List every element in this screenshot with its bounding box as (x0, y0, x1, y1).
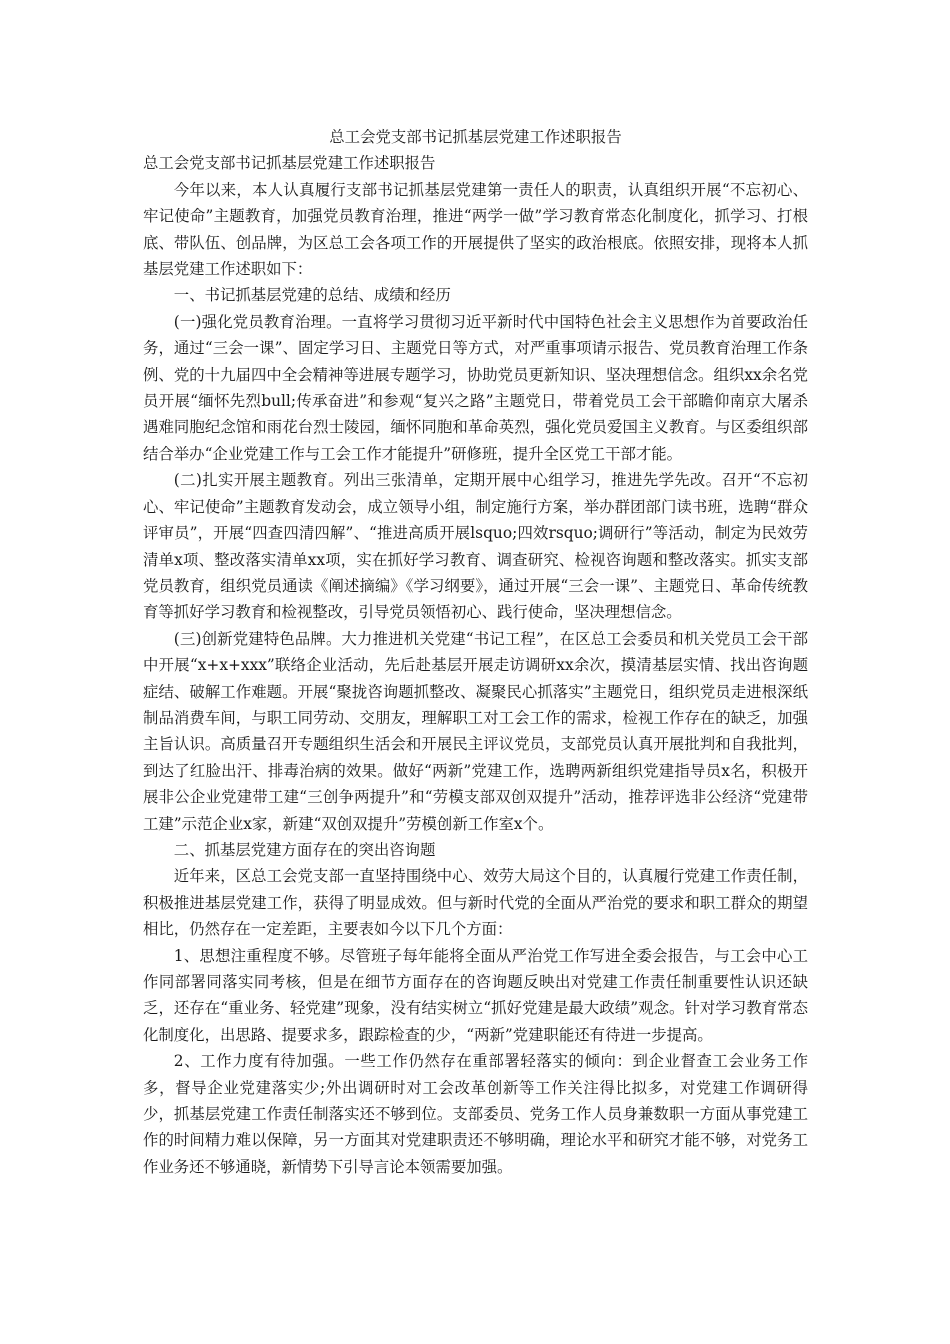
section-heading-2: 二、抓基层党建方面存在的突出咨询题 (173, 840, 436, 859)
paragraph-education-management: (一)强化党员教育治理。一直将学习贯彻习近平新时代中国特色社会主义思想作为首要政治任务，通过“三会一课”、固定学习日、主题党日等方式，对严重事项请示报告、党员教育治理工作条例、党的十九届四中全会精神等进展专题学习，协助党员更新知识、坚决理想信念。组织xx余名党员开展“缅怀先烈bull;传承奋进”和参观“复兴之路”主题党日，带着党员工会干部瞻仰南京大屠杀遇难同胞纪念馆和雨花台烈士陵园，缅怀同胞和革命英烈，强化党员爱国主义教育。与区委组织部结合举办“企业党建工作与工会工作才能提升”研修班，提升全区党工干部才能。 (143, 312, 808, 463)
paragraph-theme-education: (二)扎实开展主题教育。列出三张清单，定期开展中心组学习，推进先学先改。召开“不忘初心、牢记使命”主题教育发动会，成立领导小组，制定施行方案，举办群团部门读书班，选聘“群众评审员”，开展“四查四清四解”、“推进高质开展lsquo;四效rsquo;调研行”等活动，制定为民效劳清单x项、整改落实清单xx项，实在抓好学习教育、调查研究、检视咨询题和整改落实。抓实支部党员教育，组织党员通读《阐述摘编》《学习纲要》，通过开展“三会一课”、主题党日、革命传统教育等抓好学习教育和检视整改，引导党员领悟初心、践行使命，坚决理想信念。 (143, 471, 808, 622)
paragraph-intro: 今年以来，本人认真履行支部书记抓基层党建第一责任人的职责，认真组织开展“不忘初心、牢记使命”主题教育，加强党员教育治理，推进“两学一做”学习教育常态化制度化，抓学习、打根底、带队伍、创品牌，为区总工会各项工作的开展提供了坚实的政治根底。依照安排，现将本人抓基层党建工作述职如下： (143, 180, 808, 279)
paragraph-problem-1: 1、思想注重程度不够。尽管班子每年能将全面从严治党工作写进全委会报告，与工会中心工作同部署同落实同考核，但是在细节方面存在的咨询题反映出对党建工作责任制重要性认识还缺乏，还存在“重业务、轻党建”现象，没有结实树立“抓好党建是最大政绩”观念。针对学习教育常态化制度化，出思路、提要求多，跟踪检查的少，“两新”党建职能还有待进一步提高。 (143, 946, 808, 1044)
paragraph-problems-intro: 近年来，区总工会党支部一直坚持围绕中心、效劳大局这个目的，认真履行党建工作责任制，积极推进基层党建工作，获得了明显成效。但与新时代党的全面从严治党的要求和职工群众的期望相比，仍然存在一定差距，主要表如今以下几个方面： (143, 867, 808, 939)
document-title: 总工会党支部书记抓基层党建工作述职报告 (329, 128, 622, 146)
paragraph-brand-innovation: (三)创新党建特色品牌。大力推进机关党建“书记工程”，在区总工会委员和机关党员工会干部中开展“x+x+xxx”联络企业活动，先后赴基层开展走访调研xx余次，摸清基层实情、找出咨询题症结、破解工作难题。开展“聚拢咨询题抓整改、凝聚民心抓落实”主题党日，组织党员走进根深纸制品消费车间，与职工同劳动、交朋友，理解职工对工会工作的需求，检视工作存在的缺乏，加强主旨认识。高质量召开专题组织生活会和开展民主评议党员，支部党员认真开展批判和自我批判，到达了红脸出汗、排毒治病的效果。做好“两新”党建工作，选聘两新组织党建指导员x名，积极开展非公企业党建带工建“三创争两提升”和“劳模支部双创双提升”活动，推荐评选非公经济“党建带工建”示范企业x家，新建“双创双提升”劳模创新工作室x个。 (143, 629, 808, 833)
document-body (143, 124, 808, 1180)
section-heading-1: 一、书记抓基层党建的总结、成绩和经历 (173, 286, 451, 305)
document-subtitle: 总工会党支部书记抓基层党建工作述职报告 (143, 154, 436, 173)
paragraph-problem-2: 2、工作力度有待加强。一些工作仍然存在重部署轻落实的倾向：到企业督查工会业务工作多，督导企业党建落实少;外出调研时对工会改革创新等工作关注得比拟多，对党建工作调研得少，抓基层党建工作责任制落实还不够到位。支部委员、党务工作人员身兼数职一方面从事党建工作的时间精力难以保障，另一方面其对党建职责还不够明确，理论水平和研究才能不够，对党务工作业务还不够通晓，新情势下引导言论本领需要加强。 (143, 1052, 808, 1176)
